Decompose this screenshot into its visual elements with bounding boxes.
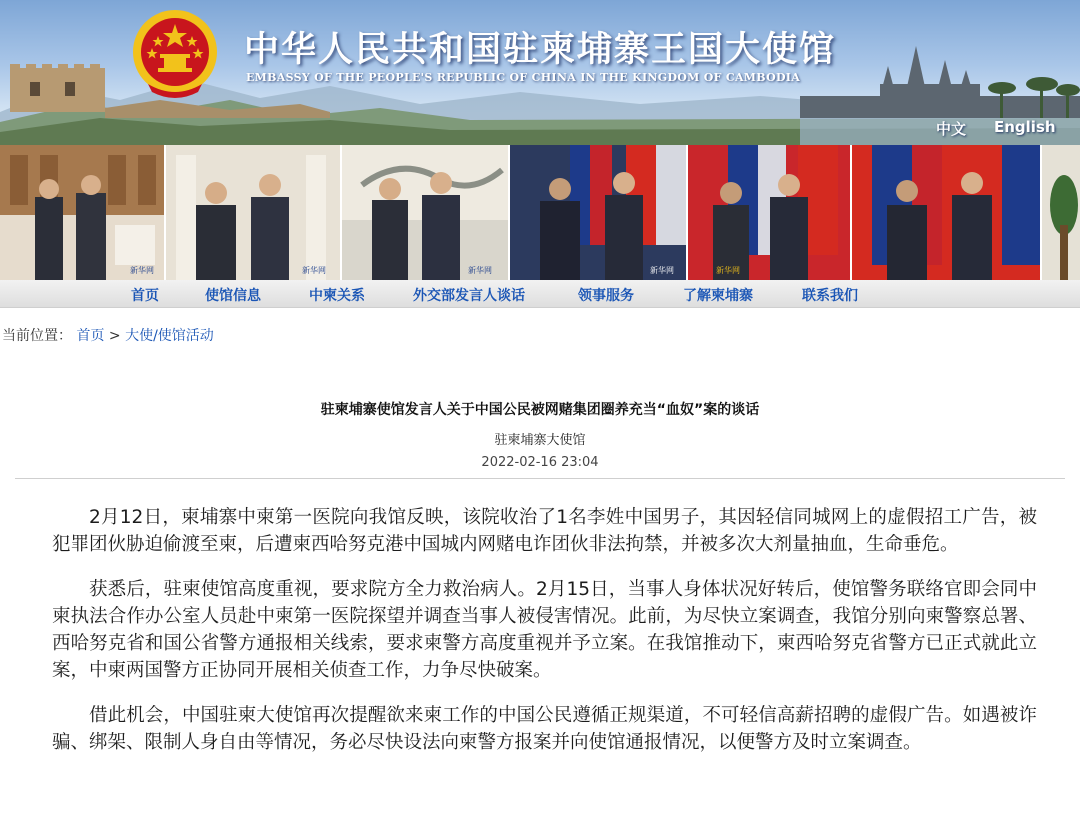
breadcrumb-home-link[interactable]: 首页 <box>76 328 105 344</box>
photo-meeting-7[interactable] <box>1042 145 1080 280</box>
photo-strip <box>0 145 1080 280</box>
article-title: 驻柬埔寨使馆发言人关于中国公民被网赌集团圈养充当“血奴”案的谈话 <box>320 402 760 418</box>
nav-item-china-cambodia-relations[interactable]: 中柬关系 <box>309 288 365 304</box>
article-paragraph: 2月12日，柬埔寨中柬第一医院向我馆反映，该院收治了1名李姓中国男子，其因轻信同城网上的虚假招工广告，被犯罪团伙胁迫偷渡至柬，后遭柬西哈努克港中国城内网赌电诈团伙非法拘禁，并被多次大剂量抽血，生命垂危。 <box>52 507 1037 555</box>
national-emblem-icon <box>130 8 220 100</box>
language-chinese-link[interactable]: 中文 <box>936 120 967 138</box>
nav-item-consular-services[interactable]: 领事服务 <box>578 288 634 304</box>
photo-watermark: 新华网 <box>650 266 674 275</box>
photo-meeting-1[interactable] <box>0 145 166 280</box>
article-body <box>52 504 1037 774</box>
site-banner <box>0 0 1080 145</box>
nav-item-about-cambodia[interactable]: 了解柬埔寨 <box>683 288 753 304</box>
breadcrumb-separator: > <box>108 328 121 344</box>
photo-meeting-2[interactable] <box>166 145 342 280</box>
article-paragraph: 借此机会，中国驻柬大使馆再次提醒欲来柬工作的中国公民遵循正规渠道，不可轻信高薪招聘的虚假广告。如遇被诈骗、绑架、限制人身自由等情况，务必尽快设法向柬警方报案并向使馆通报情况，以便警方及时立案调查。 <box>52 705 1037 753</box>
nav-item-embassy-info[interactable]: 使馆信息 <box>205 288 261 304</box>
site-title-chinese: 中华人民共和国驻柬埔寨王国大使馆 <box>244 29 837 70</box>
language-english-link[interactable]: English <box>994 118 1056 136</box>
photo-meeting-4[interactable] <box>510 145 688 280</box>
photo-meeting-5[interactable] <box>688 145 852 280</box>
article-date: 2022-02-16 23:04 <box>481 455 599 470</box>
main-nav <box>0 280 1080 308</box>
photo-watermark: 新华网 <box>130 266 154 275</box>
site-title-english: EMBASSY OF THE PEOPLE'S REPUBLIC OF CHINA IN THE KINGDOM OF CAMBODIA <box>246 71 801 84</box>
breadcrumb-current-link[interactable]: 大使/使馆活动 <box>125 328 214 344</box>
nav-item-spokesperson-remarks[interactable]: 外交部发言人谈话 <box>413 288 525 304</box>
photo-watermark: 新华网 <box>468 266 492 275</box>
nav-item-home[interactable]: 首页 <box>131 288 159 304</box>
breadcrumb <box>2 325 214 345</box>
photo-meeting-3[interactable] <box>342 145 510 280</box>
article-divider <box>15 478 1065 479</box>
photo-watermark: 新华网 <box>716 266 740 275</box>
photo-meeting-6[interactable] <box>852 145 1042 280</box>
article-source: 驻柬埔寨大使馆 <box>494 433 586 448</box>
photo-watermark: 新华网 <box>302 266 326 275</box>
breadcrumb-prefix: 当前位置： <box>2 328 72 344</box>
article-paragraph: 获悉后，驻柬使馆高度重视，要求院方全力救治病人。2月15日，当事人身体状况好转后，使馆警务联络官即会同中柬执法合作办公室人员赴中柬第一医院探望并调查当事人被侵害情况。此前，为尽快立案调查，我馆分别向柬警察总署、西哈努克省和国公省警方通报相关线索，要求柬警方高度重视并予立案。在我馆推动下，柬西哈努克省警方已正式就此立案，中柬两国警方正协同开展相关侦查工作，力争尽快破案。 <box>52 579 1037 681</box>
nav-item-contact-us[interactable]: 联系我们 <box>802 288 858 304</box>
